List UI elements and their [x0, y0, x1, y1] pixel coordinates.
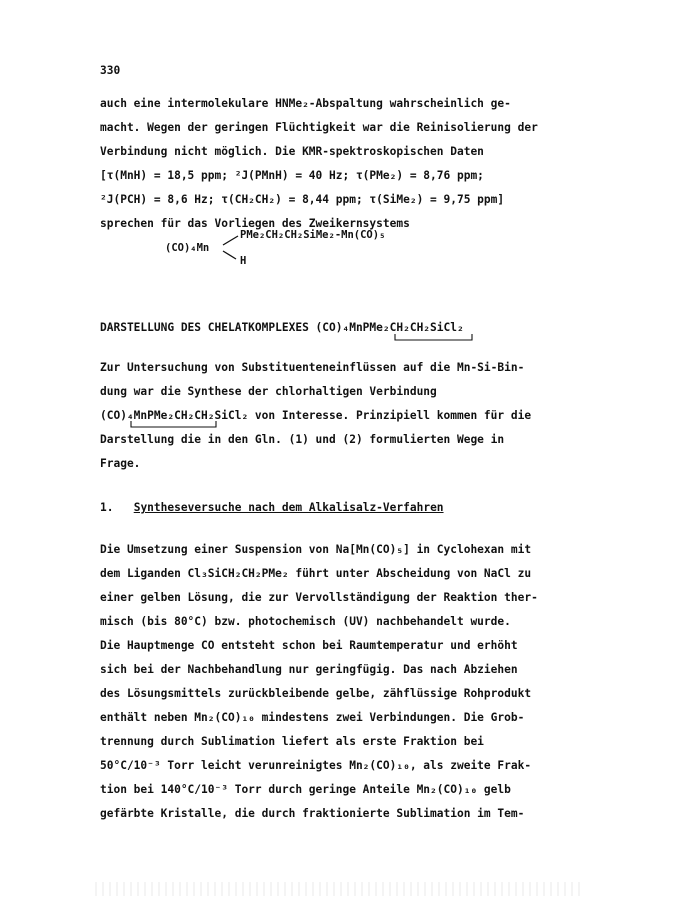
nmr-data-line: ²J(PCH) = 8,6 Hz; τ(CH₂CH₂) = 8,44 ppm; τ(SiMe₂) = 9,75 ppm]	[100, 193, 505, 206]
text-line: dung war die Synthese der chlorhaltigen Verbindung	[100, 385, 437, 398]
formula-upper: PMe₂CH₂CH₂SiMe₂-Mn(CO)₅	[240, 229, 386, 241]
text-line: macht. Wegen der geringen Flüchtigkeit war die Reinisolierung der	[100, 121, 538, 134]
text-line: sich bei der Nachbehandlung nur geringfügig. Das nach Abziehen	[100, 663, 518, 676]
text-line: Darstellung die in den Gln. (1) und (2) formulierten Wege in	[100, 433, 505, 446]
text-line: Die Hauptmenge CO entsteht schon bei Raumtemperatur und erhöht	[100, 639, 518, 652]
text-line: einer gelben Lösung, die zur Vervollständigung der Reaktion ther-	[100, 591, 538, 604]
text-line: auch eine intermolekulare HNMe₂-Abspaltung wahrscheinlich ge-	[100, 97, 511, 110]
text-line: misch (bis 80°C) bzw. photochemisch (UV) nachbehandelt wurde.	[100, 615, 511, 628]
nmr-data-line: [τ(MnH) = 18,5 ppm; ²J(PMnH) = 40 Hz; τ(PMe₂) = 8,76 ppm;	[100, 169, 484, 182]
text-line: tion bei 140°C/10⁻³ Torr durch geringe Anteile Mn₂(CO)₁₀ gelb	[100, 783, 511, 796]
page-number: 330	[100, 64, 121, 77]
text-line: des Lösungsmittels zurückbleibende gelbe, zähflüssige Rohprodukt	[100, 687, 532, 700]
text-line: dem Liganden Cl₃SiCH₂CH₂PMe₂ führt unter Abscheidung von NaCl zu	[100, 567, 532, 580]
text-line: Zur Untersuchung von Substituenteneinflüssen auf die Mn-Si-Bin-	[100, 361, 525, 374]
section-title: Syntheseversuche nach dem Alkalisalz-Verfahren	[133, 501, 444, 514]
text-line: (CO)₄MnPMe₂CH₂CH₂SiCl₂ von Interesse. Prinzipiell kommen für die	[100, 409, 532, 422]
formula-lower: H	[240, 255, 247, 267]
text-line: trennung durch Sublimation liefert als erste Fraktion bei	[100, 735, 484, 748]
section-number: 1.	[100, 501, 114, 514]
text-line: gefärbte Kristalle, die durch fraktionierte Sublimation im Tem-	[100, 807, 525, 820]
text-line: Frage.	[100, 457, 141, 470]
formula-left: (CO)₄Mn	[165, 242, 210, 254]
text-line: 50°C/10⁻³ Torr leicht verunreinigtes Mn₂(CO)₁₀, als zweite Frak-	[100, 759, 532, 772]
heading-chelate-complex: DARSTELLUNG DES CHELATKOMPLEXES (CO)₄MnPMe₂CH₂CH₂SiCl₂	[100, 321, 464, 334]
text-line: sprechen für das Vorliegen des Zweikernsystems	[100, 217, 410, 230]
text-line: Verbindung nicht möglich. Die KMR-spektroskopischen Daten	[100, 145, 484, 158]
scan-bleed-through	[95, 882, 585, 896]
text-line: Die Umsetzung einer Suspension von Na[Mn(CO)₅] in Cyclohexan mit	[100, 543, 532, 556]
section-heading	[100, 500, 585, 516]
text-line: enthält neben Mn₂(CO)₁₀ mindestens zwei Verbindungen. Die Grob-	[100, 711, 525, 724]
